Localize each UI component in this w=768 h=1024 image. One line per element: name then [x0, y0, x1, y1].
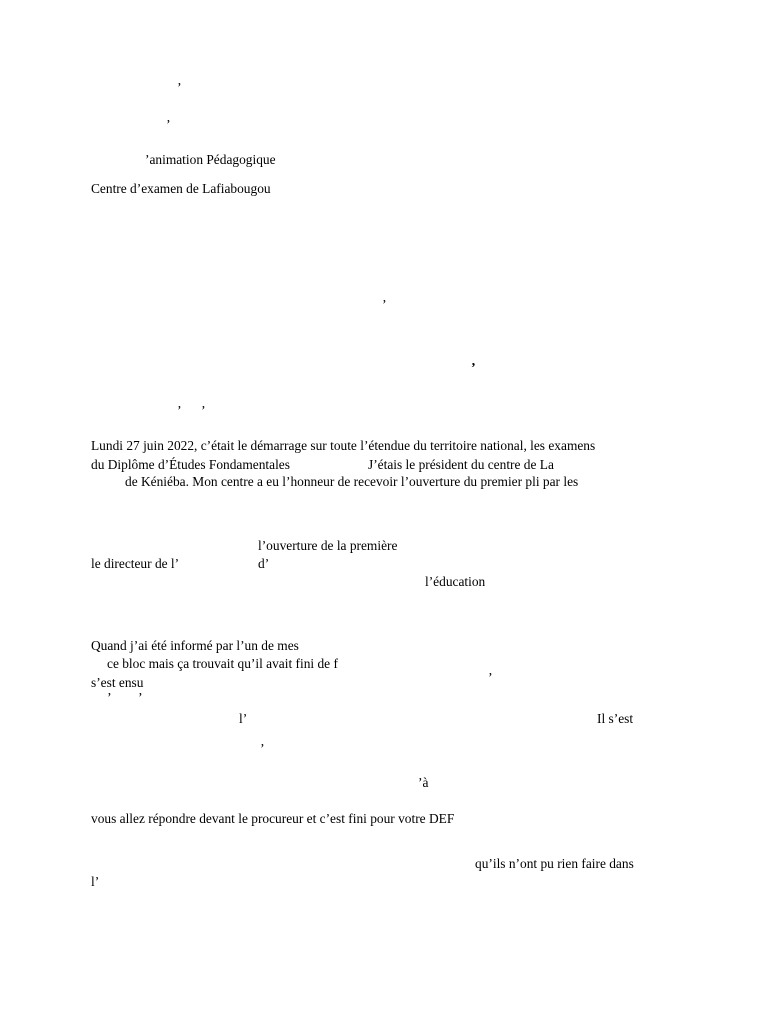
- intro-mark-1: ’: [177, 404, 182, 419]
- header-center-line: Centre d’examen de Lafiabougou: [91, 181, 271, 196]
- header-mark-1: ’: [177, 81, 182, 96]
- paragraph-3-line-2: ce bloc mais ça trouvait qu’il avait fini de f: [107, 656, 338, 671]
- paragraph-3-line-5b: Il s’est: [597, 711, 634, 726]
- header-service-line: ’animation Pédagogique: [145, 152, 276, 167]
- paragraph-3-line-6-mark: ’: [260, 742, 265, 757]
- paragraph-5-line-2: l’: [91, 874, 100, 889]
- header-mark-2: ’: [166, 118, 171, 133]
- paragraph-2-line-2a: le directeur de l’: [91, 556, 180, 571]
- paragraph-3-line-3: s’est ensu: [91, 675, 144, 690]
- paragraph-2-line-1: l’ouverture de la première: [258, 538, 398, 553]
- paragraph-1-line-2b: J’étais le président du centre de La: [368, 457, 554, 472]
- paragraph-5-line-1: qu’ils n’ont pu rien faire dans: [475, 856, 634, 871]
- title-mark-2: ’: [471, 361, 476, 376]
- paragraph-3-line-4-mark-1: ’: [107, 691, 112, 706]
- paragraph-1-line-1: Lundi 27 juin 2022, c’était le démarrage sur toute l’étendue du territoire national, les examens: [91, 438, 596, 453]
- paragraph-1-line-3: de Kéniéba. Mon centre a eu l’honneur de recevoir l’ouverture du premier pli par les: [125, 474, 579, 489]
- paragraph-1-line-2a: du Diplôme d’Études Fondamentales: [91, 457, 290, 472]
- paragraph-3-line-5a: l’: [239, 711, 248, 726]
- intro-mark-2: ’: [201, 404, 206, 419]
- paragraph-2-line-3: l’éducation: [425, 574, 486, 589]
- title-mark-1: ’: [382, 298, 387, 313]
- paragraph-2-line-2b: d’: [258, 556, 270, 571]
- paragraph-4-line-1: vous allez répondre devant le procureur et c’est fini pour votre DEF: [91, 811, 455, 826]
- paragraph-3-line-4-mark-2: ’: [138, 691, 143, 706]
- paragraph-3-line-7: ’à: [418, 775, 429, 790]
- paragraph-3-line-1: Quand j’ai été informé par l’un de mes: [91, 638, 299, 653]
- paragraph-3-line-3-mark: ’: [488, 671, 493, 686]
